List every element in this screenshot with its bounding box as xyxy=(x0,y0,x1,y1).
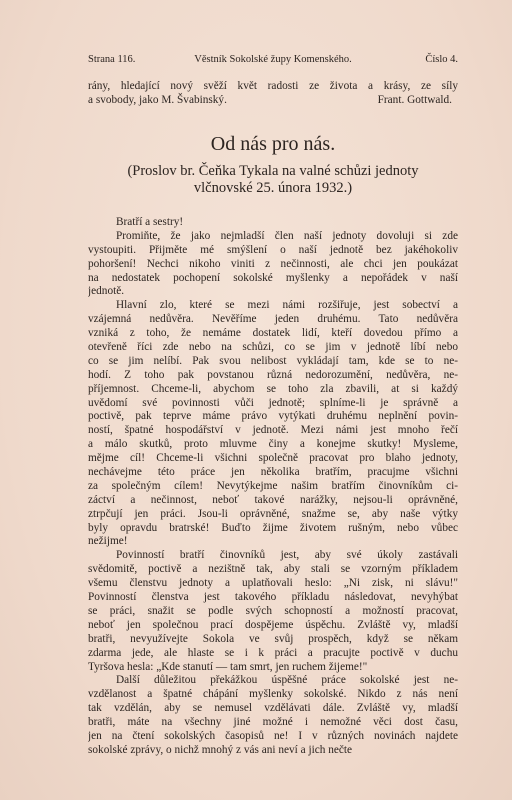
page-number: Strana 116. xyxy=(88,54,136,65)
issue-number: Číslo 4. xyxy=(425,54,458,65)
subtitle-line: (Proslov br. Čeňka Tykala na valné schůzi jednoty xyxy=(127,163,419,179)
previous-article-ending xyxy=(88,80,458,108)
text-line: neboť jen společnou prací dospějeme úspěchu. Zvláště vy, mladší xyxy=(88,618,458,631)
text-line: Tyršova hesla: „Kde stanutí — tam smrt, jen ruchem žijeme!" xyxy=(88,660,368,673)
intro-line: rány, hledající nový svěží květ radosti ze života a krásy, ze síly xyxy=(88,80,458,92)
text-line: nežijme! xyxy=(88,535,128,548)
journal-title: Věstník Sokolské župy Komenského. xyxy=(194,54,352,65)
text-line: otevřeně říci zde nebo na schůzi, co se jim v jednotě líbí nebo xyxy=(88,341,458,354)
text-line: záctví a nečinnost, neboť takové narážky, nejsou-li oprávněné, xyxy=(88,493,458,506)
text-line: ztrpčují jen práci. Jsou-li oprávněné, snažme se, aby naše výtky xyxy=(88,507,458,520)
text-line: nechávejme této práce jen několika bratřím, pracujme všichni xyxy=(88,466,458,479)
text-line: Bratří a sestry! xyxy=(116,216,184,228)
text-line: pohoršení! Nechci nikoho viniti z nečinnosti, ale chci jen poukázat xyxy=(88,257,458,270)
article-body xyxy=(88,216,458,758)
text-line: Promiňte, že jako nejmladší člen naší jednoty dovoluji si zde xyxy=(116,229,458,242)
text-line: a málo skutků, proto mluvme činy a konejme skutky! Mysleme, xyxy=(88,438,458,451)
text-line: vzdělanost a špatné chápání myšlenky sokolské. Nikdo z nás není xyxy=(88,688,458,701)
text-line: vzniká z toho, že nemáme dostatek lidí, kteří dovedou přímo a xyxy=(88,327,458,340)
text-line: zdarma jede, ale hlaste se i k práci a pracujte poctivě v duchu xyxy=(88,646,458,659)
text-line: na nedostatek pochopení sokolské myšlenky a nepořádek v naší xyxy=(88,271,458,284)
intro-line-last xyxy=(88,94,458,108)
text-line: co se jim nelíbí. Pak svou nelibost vykládají tam, kde se to ne- xyxy=(88,354,458,367)
text-line: Hlavní zlo, které se mezi námi rozšiřuje, jest sobectví a xyxy=(116,299,458,312)
intro-line-text: a svobody, jako M. Švabinský. xyxy=(88,93,227,106)
text-line: tak vzdělán, aby se nemusel vzdělávati dále. Zvláště vy, mladší xyxy=(88,702,458,715)
text-line: vzájemná nedůvěra. Nevěříme jeden druhému. Tato nedůvěra xyxy=(88,313,458,326)
text-line: ností, špatné hospodářství v jednotě. Mezi námi jest mnoho řečí xyxy=(88,424,458,437)
text-line: poctivě, pak teprve máme právo vytýkati druhému neplnění povin- xyxy=(88,410,458,423)
text-line: jen na čtení sokolských časopisů ne! I v různých novinách najdete xyxy=(88,729,458,742)
text-line: vystoupiti. Přijměte mé smýšlení o naší jednotě bez jakéhokoliv xyxy=(88,243,458,256)
text-line: hodí. Z toho pak povstanou různá nedorozumění, nedůvěra, ne- xyxy=(88,368,458,381)
text-line: všemu členstvu jednoty a uplatňovali heslo: „Ni zisk, ni slávu!" xyxy=(88,577,458,590)
article-subtitle xyxy=(88,163,458,197)
text-line: Další důležitou překážkou úspěšné práce sokolské jest ne- xyxy=(116,674,458,687)
text-line: byly opravdu bratrské! Buďto žijme životem rušným, nebo vůbec xyxy=(88,521,458,534)
text-line: sokolské zprávy, o nichž mnohý z vás ani neví a jich nečte xyxy=(88,743,353,756)
subtitle-line: vlčnovské 25. února 1932.) xyxy=(193,180,353,196)
text-line: se práci, snažit se podle svých schopností a možností pracovat, xyxy=(88,604,458,617)
text-line: za společným cílem! Nevytýkejme našim bratřím činovníkům ci- xyxy=(88,479,458,492)
text-line: bratři, máte na všechny jiné možné i nemožné věci dost času, xyxy=(88,716,458,729)
text-line: uvědomí své povinnosti vůči jednotě; splníme-li je správně a xyxy=(88,396,458,409)
text-line: mějme cíl! Chceme-li všichni společně pracovat pro blaho jednoty, xyxy=(88,452,458,465)
article-title: Od nás pro nás. xyxy=(210,133,336,155)
text-line: jednotě. xyxy=(88,285,125,298)
text-line: svědomitě, poctivě a nezištně tak, aby stali se vzorným příkladem xyxy=(88,563,458,576)
text-line: Povinností členstva jest takového příkladu následovat, nevyhýbat xyxy=(88,591,458,604)
author-signature: Frant. Gottwald. xyxy=(377,93,452,106)
text-line: příjemnost. Chceme-li, abychom se toho zla zbavili, at si každý xyxy=(88,382,458,395)
text-line: bratři, nevyužívejte Sokola ve svůj prospěch, když se někam xyxy=(88,632,458,645)
text-line: Povinností bratří činovníků jest, aby své úkoly zastávali xyxy=(116,549,458,562)
